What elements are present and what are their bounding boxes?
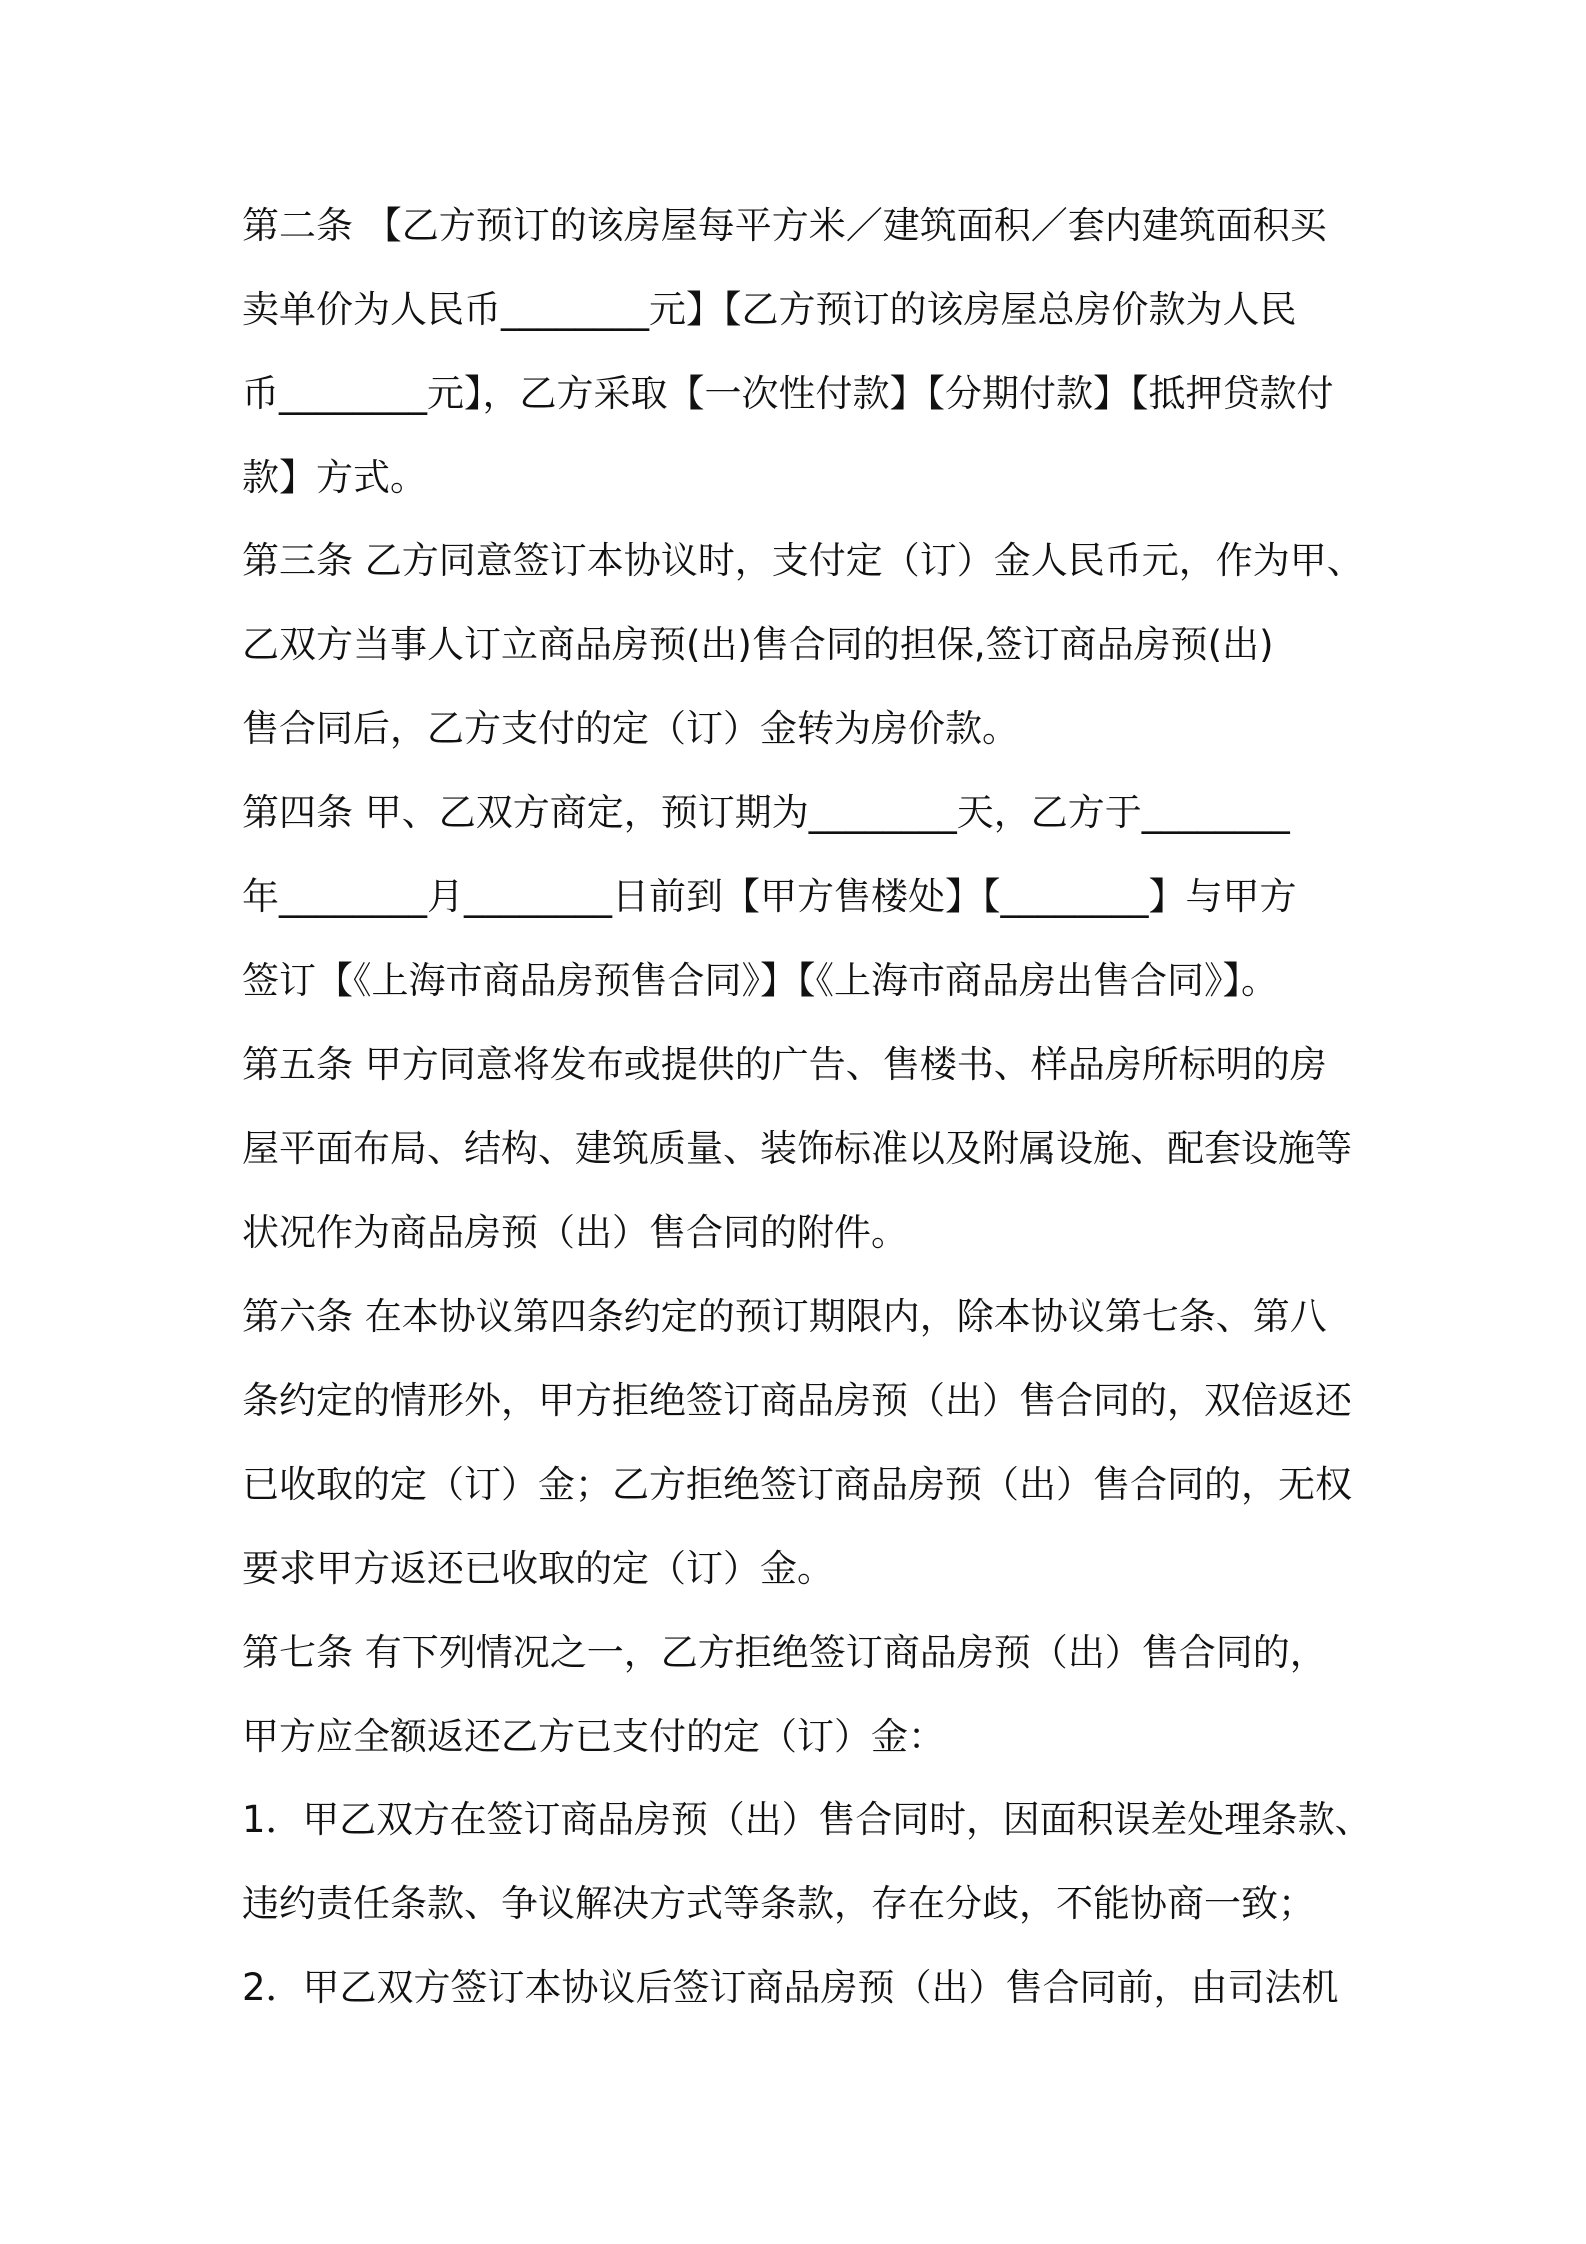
text-line: 要求甲方返还已收取的定（订）金。 bbox=[242, 1547, 834, 1590]
text-line: 年________月________日前到【甲方售楼处】【________】与甲方 bbox=[242, 875, 1297, 918]
text-line: 第五条 甲方同意将发布或提供的广告、售楼书、样品房所标明的房 bbox=[242, 1043, 1327, 1086]
text-line: 违约责任条款、争议解决方式等条款，存在分歧，不能协商一致； bbox=[242, 1882, 1315, 1925]
text-line: 屋平面布局、结构、建筑质量、装饰标准以及附属设施、配套设施等 bbox=[242, 1127, 1352, 1170]
text-line: 2．甲乙双方签订本协议后签订商品房预（出）售合同前，由司法机 bbox=[242, 1966, 1339, 2009]
text-line: 已收取的定（订）金；乙方拒绝签订商品房预（出）售合同的，无权 bbox=[242, 1463, 1352, 1506]
text-line: 状况作为商品房预（出）售合同的附件。 bbox=[242, 1211, 908, 1254]
text-line: 乙双方当事人订立商品房预(出)售合同的担保,签订商品房预(出) bbox=[242, 623, 1274, 666]
text-line: 售合同后，乙方支付的定（订）金转为房价款。 bbox=[242, 707, 1019, 750]
text-line: 1．甲乙双方在签订商品房预（出）售合同时，因面积误差处理条款、 bbox=[242, 1798, 1372, 1841]
text-line: 签订【《上海市商品房预售合同》】【《上海市商品房出售合同》】。 bbox=[242, 959, 1278, 1002]
text-line: 甲方应全额返还乙方已支付的定（订）金： bbox=[242, 1715, 945, 1758]
text-line: 币________元】，乙方采取【一次性付款】【分期付款】【抵押贷款付 bbox=[242, 372, 1334, 415]
text-line: 款】方式。 bbox=[242, 456, 427, 499]
text-line: 卖单价为人民币________元】【乙方预订的该房屋总房价款为人民 bbox=[242, 288, 1297, 331]
text-line: 第三条 乙方同意签订本协议时，支付定（订）金人民币元，作为甲、 bbox=[242, 539, 1364, 582]
text-line: 第七条 有下列情况之一，乙方拒绝签订商品房预（出）售合同的， bbox=[242, 1631, 1327, 1674]
text-line: 第二条 【乙方预订的该房屋每平方米／建筑面积／套内建筑面积买 bbox=[242, 204, 1327, 247]
text-line: 条约定的情形外，甲方拒绝签订商品房预（出）售合同的，双倍返还 bbox=[242, 1379, 1352, 1422]
text-line: 第六条 在本协议第四条约定的预订期限内，除本协议第七条、第八 bbox=[242, 1295, 1327, 1338]
text-line: 第四条 甲、乙双方商定，预订期为________天，乙方于________ bbox=[242, 791, 1290, 834]
